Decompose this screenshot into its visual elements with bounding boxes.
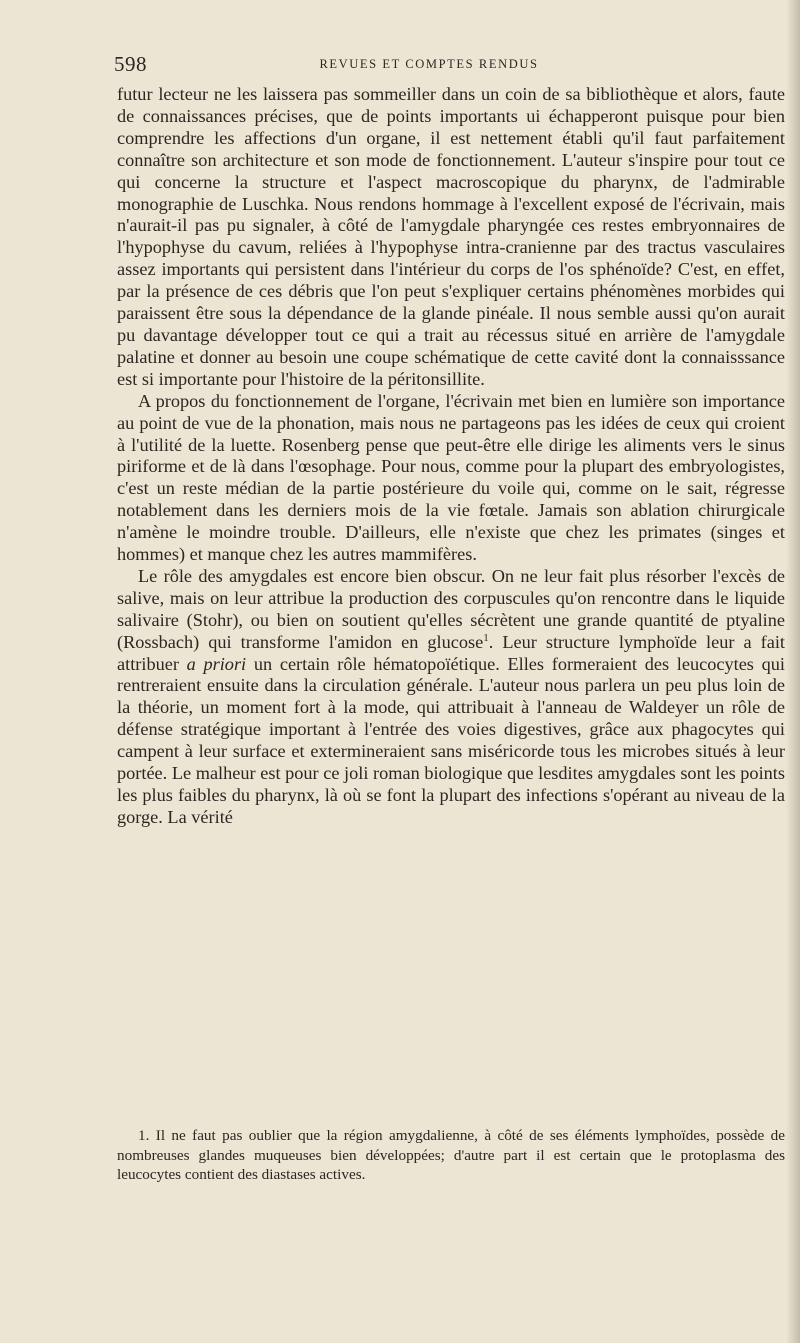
paragraph-3-middle: . Leur structure lymphoïde leur a fait attribuer — [117, 631, 785, 674]
footnote — [117, 1126, 785, 1185]
running-head: REVUES ET COMPTES RENDUS — [319, 57, 539, 71]
paragraph-3-italic-phrase: a priori — [186, 653, 247, 674]
paragraph-2: A propos du fonctionnement de l'organe, l'écrivain met bien en lumière son importance au point de vue de la phonation, mais nous ne partageons pas les idées de ceux qui croient à l'utilité de la luette. Rosenberg pense que peut-être elle dirige les aliments vers le sinus piriforme et de là dans l'œsophage. Pour nous, comme pour la plupart des embryologistes, c'est un reste médian de la partie postérieure du voile qui, comme on le sait, régresse notablement dans les derniers mois de la vie fœtale. Jamais son ablation chirurgicale n'amène le moindre trouble. D'ailleurs, elle n'existe que chez les primates (singes et hommes) et manque chez les autres mammifères. — [117, 390, 785, 565]
paragraph-1: futur lecteur ne les laissera pas sommeiller dans un coin de sa bibliothèque et alors, faute de connaissances précises, que de points importants ui échapperont puisque pour bien comprendre les affections d'un organe, il est nettement établi qu'il faut parfaitement connaître son architecture et son mode de fonctionnement. L'auteur s'inspire pour tout ce qui concerne la structure et l'aspect macroscopique du pharynx, de l'admirable monographie de Luschka. Nous rendons hommage à l'excellent exposé de l'écrivain, mais n'aurait-il pas pu signaler, à côté de l'amygdale pharyngée ces restes embryonnaires de l'hypophyse du cavum, reliées à l'hypophyse intra-cranienne par des tractus vasculaires assez importants qui persistent dans l'intérieur du corps de l'os sphénoïde? C'est, en effet, par la présence de ces débris que l'on peut s'expliquer certains phénomènes morbides qui paraissent être sous la dépendance de la glande pinéale. Il nous semble aussi qu'on aurait pu davantage développer tout ce qui a trait au récessus situé en arrière de l'amygdale palatine et donner au besoin une coupe schématique de cette cavité dont la connaisssance est si importante pour l'histoire de la péritonsillite. — [117, 84, 785, 389]
body-text — [117, 84, 785, 829]
page-number: 598 — [114, 52, 147, 76]
paragraph-3-start: Le rôle des amygdales est encore bien obscur. On ne leur fait plus résorber l'excès de salive, mais on leur attribue la production des corpuscules qu'on rencontre dans le liquide salivaire (Stohr), ou bien on soutient qu'elles sécrètent une grande quantité de ptyaline (Rossbach) qui transforme l'amidon en glucose — [117, 565, 785, 652]
footnote-reference: 1 — [483, 631, 489, 644]
paragraph-3-end: un certain rôle hématopoïétique. Elles formeraient des leucocytes qui rentreraient ensuite dans la circulation générale. L'auteur nous parlera un peu plus loin de la théorie, un moment fort à la mode, qui attribuait à l'anneau de Waldeyer un rôle de défense stratégique important à l'entrée des voies digestives, grâce aux phagocytes qui campent à leur surface et extermineraient sans miséricorde tous les microbes situés à leur portée. Le malheur est pour ce joli roman biologique que lesdites amygdales sont les points les plus faibles du pharynx, là où se font la plupart des infections s'opérant au niveau de la gorge. La vérité — [117, 653, 785, 827]
footnote-text: 1. Il ne faut pas oublier que la région amygdalienne, à côté de ses éléments lymphoïdes, possède de nombreuses glandes muqueuses bien développées; d'autre part il est certain que le protoplasma des leucocytes contient des diastases actives. — [117, 1127, 785, 1183]
page-header — [114, 52, 704, 78]
page-edge-shadow — [786, 0, 800, 1343]
paragraph-3 — [117, 566, 785, 829]
